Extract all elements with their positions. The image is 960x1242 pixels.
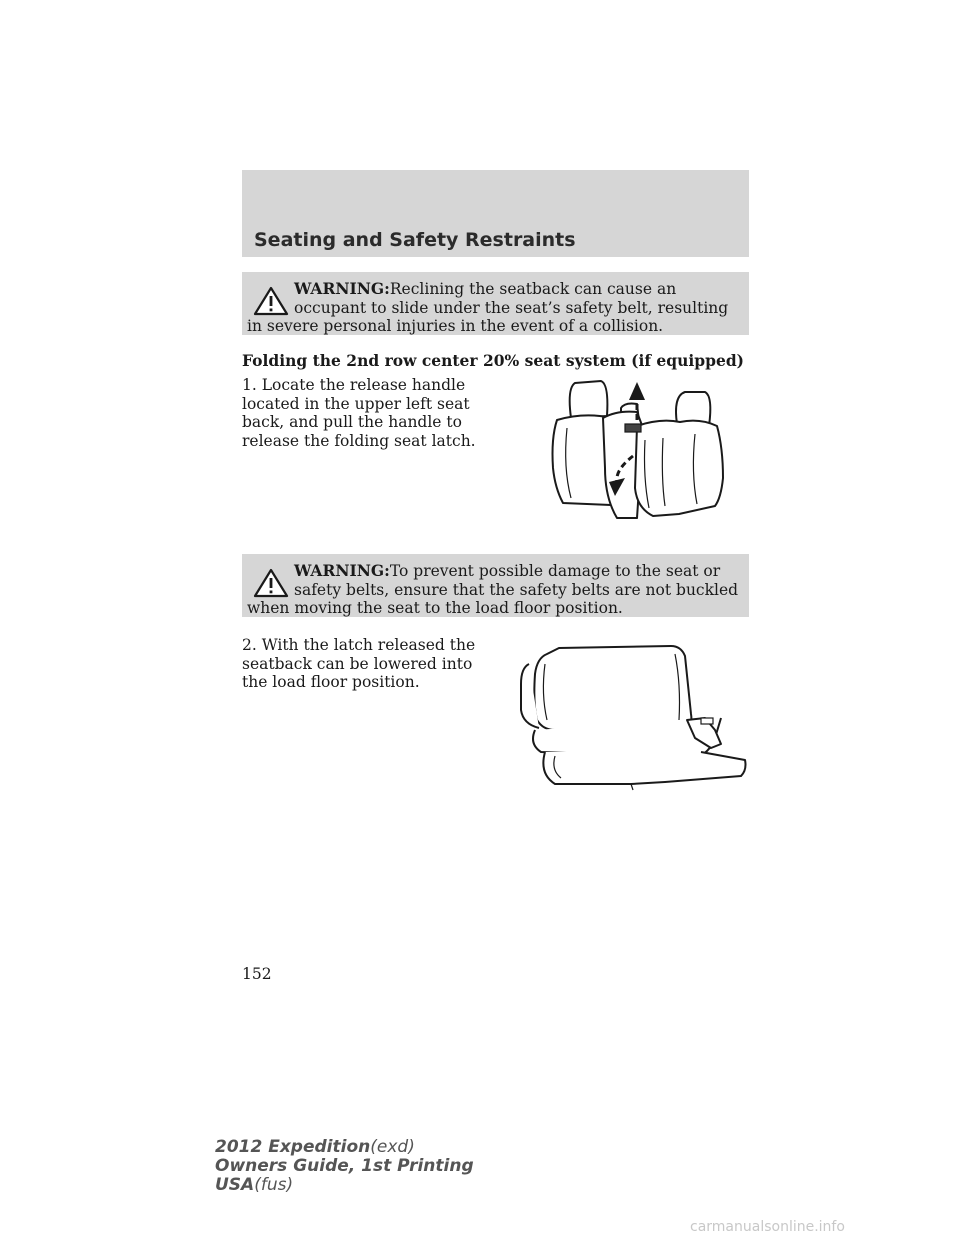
warning-triangle-icon <box>253 286 289 316</box>
section-title: Seating and Safety Restraints <box>254 229 576 251</box>
footer-region-code: (fus) <box>254 1175 294 1195</box>
document-footer <box>215 1138 474 1195</box>
warning-triangle-icon <box>253 568 289 598</box>
step-1-text: 1. Locate the release handle located in the upper left seat back, and pull the handle to release the folding seat latch. <box>242 376 476 450</box>
warning-body: To prevent possible damage to the seat or safety belts, ensure that the safety belts are not buckled when moving the seat to the load floor position. <box>247 562 739 617</box>
warning-text <box>247 280 739 336</box>
step-2-text: 2. With the latch released the seatback can be lowered into the load floor position. <box>242 636 476 691</box>
subsection-heading: Folding the 2nd row center 20% seat system (if equipped) <box>242 351 744 370</box>
warning-box-recline <box>242 272 749 335</box>
footer-model-code: (exd) <box>370 1137 415 1157</box>
page-number: 152 <box>242 965 272 983</box>
warning-text <box>247 562 739 618</box>
warning-label: WARNING: <box>294 279 390 298</box>
footer-model: 2012 Expedition <box>215 1137 371 1157</box>
seat-folded-illustration <box>515 634 755 794</box>
footer-region: USA <box>215 1175 255 1195</box>
warning-label: WARNING: <box>294 561 390 580</box>
section-header <box>242 170 749 257</box>
footer-printing: Owners Guide, 1st Printing <box>215 1156 474 1176</box>
warning-box-belts <box>242 554 749 617</box>
watermark: carmanualsonline.info <box>690 1219 845 1235</box>
warning-body: Reclining the seatback can cause an occupant to slide under the seat’s safety belt, resulting in severe personal injuries in the event of a collision. <box>247 280 729 335</box>
seat-release-illustration <box>545 378 735 528</box>
